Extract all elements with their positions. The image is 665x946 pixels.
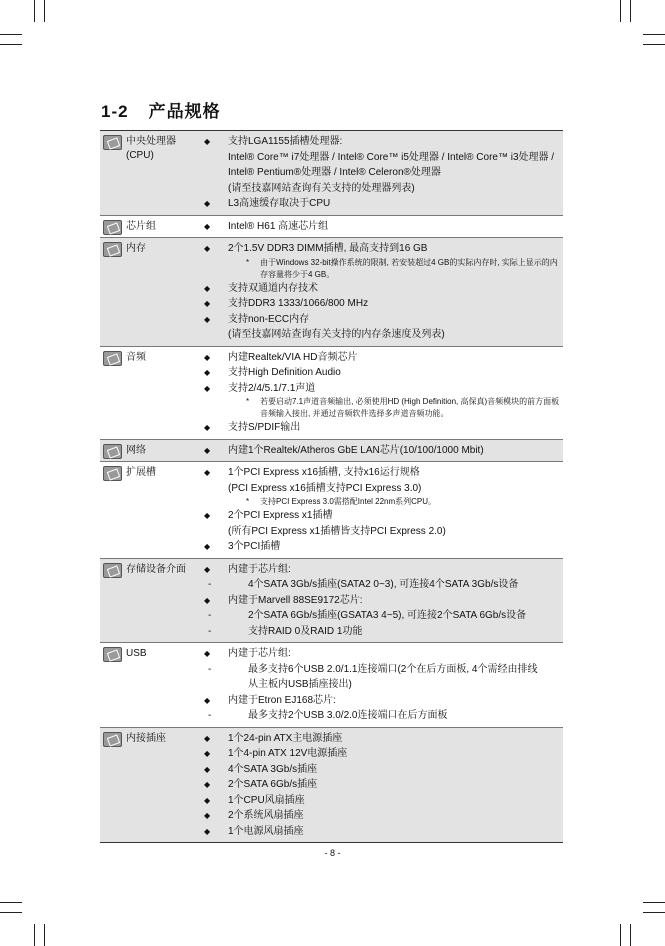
spec-items xyxy=(204,731,563,840)
spec-note xyxy=(204,396,563,420)
spec-bullet-item xyxy=(204,562,563,578)
bullet-icon: ◆ xyxy=(204,383,211,393)
spec-item-text: 1个24-pin ATX主电源插座 xyxy=(228,732,343,744)
spec-row xyxy=(100,131,563,216)
spec-sub-item xyxy=(204,608,563,624)
spec-category xyxy=(100,350,196,442)
spec-continuation xyxy=(204,150,563,166)
spec-item-text: 支持双通道内存技术 xyxy=(228,282,318,294)
bullet-icon: ◆ xyxy=(204,511,211,520)
spec-bullet-item xyxy=(204,731,563,747)
bullet-icon: ◆ xyxy=(204,137,211,146)
bullet-icon: ◆ xyxy=(204,423,211,432)
crop-mark xyxy=(630,0,631,22)
spec-category xyxy=(100,562,196,646)
spec-item-text: 2个系统风扇插座 xyxy=(228,810,304,821)
spec-note xyxy=(204,496,563,508)
spec-item-text: 支持DDR3 1333/1066/800 MHz xyxy=(228,298,369,309)
spec-item-text: 支持2/4/5.1/7.1声道 xyxy=(228,382,316,394)
spec-category xyxy=(100,731,196,846)
bullet-icon: ◆ xyxy=(204,244,211,253)
spec-items xyxy=(204,443,563,459)
spec-item-text: 内建于Marvell 88SE9172芯片: xyxy=(228,594,363,606)
spec-item-text: 内建于芯片组: xyxy=(228,648,291,659)
spec-items xyxy=(204,562,563,640)
spec-item-text: 内建Realtek/VIA HD音频芯片 xyxy=(228,351,358,363)
dash-marker: - xyxy=(208,710,212,721)
crop-mark xyxy=(643,902,665,903)
connector-icon xyxy=(103,732,122,747)
spec-item-text: (PCI Express x16插槽支持PCI Express 3.0) xyxy=(228,482,422,494)
note-asterisk: * xyxy=(246,497,250,506)
spec-row xyxy=(100,462,563,559)
spec-item-text: 2个SATA 6Gb/s插座(GSATA3 4~5), 可连接2个SATA 6Gb/s设备 xyxy=(248,610,527,621)
bullet-icon: ◆ xyxy=(204,826,211,836)
spec-item-text: 1个CPU风扇插座 xyxy=(228,794,305,806)
spec-item-text: Intel® Core™ i7处理器 / Intel® Core™ i5处理器 / Intel® Core™ i3处理器 / xyxy=(228,151,555,163)
spec-note xyxy=(204,257,563,281)
spec-item-text: 2个1.5V DDR3 DIMM插槽, 最高支持到16 GB xyxy=(228,243,428,254)
spec-category-label: 内接插座 xyxy=(126,732,166,744)
bullet-icon: ◆ xyxy=(204,445,211,455)
spec-category xyxy=(100,219,196,241)
bullet-icon: ◆ xyxy=(204,780,211,789)
memory-icon xyxy=(103,242,122,257)
storage-icon xyxy=(103,563,122,578)
spec-item-text: Intel® H61 高速芯片组 xyxy=(228,220,329,232)
spec-continuation xyxy=(204,181,563,197)
spec-row xyxy=(100,643,563,728)
note-asterisk: * xyxy=(246,397,250,406)
spec-bullet-item xyxy=(204,420,563,436)
spec-bullet-item xyxy=(204,593,563,609)
bullet-icon: ◆ xyxy=(204,764,211,774)
bullet-icon: ◆ xyxy=(204,811,211,820)
spec-item-text: 从主板内USB插座接出) xyxy=(248,679,352,690)
spec-item-text: 4个SATA 3Gb/s插座 xyxy=(228,763,318,775)
spec-item-text: 1个4-pin ATX 12V电源插座 xyxy=(228,748,348,759)
audio-icon xyxy=(103,351,122,366)
spec-bullet-item xyxy=(204,312,563,328)
spec-bullet-item xyxy=(204,508,563,524)
crop-mark xyxy=(44,924,45,946)
crop-mark xyxy=(0,902,22,903)
crop-mark xyxy=(0,44,22,45)
crop-mark xyxy=(620,924,621,946)
crop-mark xyxy=(0,912,22,913)
spec-item-text: 支持High Definition Audio xyxy=(228,367,341,378)
spec-item-text: 支持S/PDIF输出 xyxy=(228,422,301,433)
section-number: 1-2 xyxy=(101,102,129,121)
spec-sub-item xyxy=(204,708,563,724)
crop-mark xyxy=(34,924,35,946)
spec-category xyxy=(100,443,196,465)
spec-bullet-item xyxy=(204,777,563,793)
spec-category xyxy=(100,134,196,218)
spec-items xyxy=(204,134,563,212)
crop-mark xyxy=(620,0,621,22)
crop-mark xyxy=(643,44,665,45)
spec-bullet-item xyxy=(204,824,563,840)
spec-continuation xyxy=(204,524,563,540)
footer-divider xyxy=(100,842,563,843)
bullet-icon: ◆ xyxy=(204,299,211,308)
crop-mark xyxy=(643,912,665,913)
bullet-icon: ◆ xyxy=(204,564,211,574)
spec-row xyxy=(100,728,563,844)
spec-continuation xyxy=(204,481,563,497)
section-title: 产品规格 xyxy=(148,102,221,121)
spec-item-text: 内建于Etron EJ168芯片: xyxy=(228,694,336,706)
spec-bullet-item xyxy=(204,134,563,150)
spec-category-label: 内存 xyxy=(126,243,146,254)
spec-item-text: 最多支持6个USB 2.0/1.1连接端口(2个在后方面板, 4个需经由排线 xyxy=(248,663,538,675)
spec-item-text: L3高速缓存取决于CPU xyxy=(228,198,331,209)
spec-item-text: 支持PCI Express 3.0需搭配Intel 22nm系列CPU。 xyxy=(260,497,437,506)
expansion-slot-icon xyxy=(103,466,122,481)
crop-mark xyxy=(0,34,22,35)
bullet-icon: ◆ xyxy=(204,733,211,743)
section-heading xyxy=(101,97,221,122)
bullet-icon: ◆ xyxy=(204,695,211,705)
crop-mark xyxy=(44,0,45,22)
page-number: - 8 - xyxy=(324,848,341,858)
spec-item-text: 支持non-ECC内存 xyxy=(228,313,310,325)
spec-category-label: 音频 xyxy=(126,351,146,363)
dash-marker: - xyxy=(208,579,212,590)
bullet-icon: ◆ xyxy=(204,352,211,362)
spec-item-text: Intel® Pentium®处理器 / Intel® Celeron®处理器 xyxy=(228,167,441,178)
spec-bullet-item xyxy=(204,365,563,381)
dash-marker: - xyxy=(208,610,212,621)
spec-bullet-item xyxy=(204,793,563,809)
bullet-icon: ◆ xyxy=(204,795,211,805)
bullet-icon: ◆ xyxy=(204,749,211,758)
spec-item-text: 内建于芯片组: xyxy=(228,563,291,575)
spec-bullet-item xyxy=(204,443,563,459)
spec-table xyxy=(100,130,563,843)
cpu-icon xyxy=(103,135,122,150)
spec-items xyxy=(204,465,563,555)
spec-bullet-item xyxy=(204,762,563,778)
spec-items xyxy=(204,646,563,724)
bullet-icon: ◆ xyxy=(204,221,211,231)
spec-bullet-item xyxy=(204,381,563,397)
spec-category-label: USB xyxy=(126,648,147,659)
spec-category xyxy=(100,241,196,349)
spec-category-label: 中央处理器 (CPU) xyxy=(126,136,176,161)
chipset-icon xyxy=(103,220,122,235)
bullet-icon: ◆ xyxy=(204,595,211,605)
spec-bullet-item xyxy=(204,350,563,366)
crop-mark xyxy=(630,924,631,946)
spec-item-text: 支持RAID 0及RAID 1功能 xyxy=(248,625,363,637)
spec-row xyxy=(100,216,563,239)
spec-continuation xyxy=(204,165,563,181)
spec-item-text: 1个PCI Express x16插槽, 支持x16运行规格 xyxy=(228,467,420,478)
spec-item-text: 4个SATA 3Gb/s插座(SATA2 0~3), 可连接4个SATA 3Gb/s设备 xyxy=(248,579,519,590)
spec-continuation xyxy=(204,327,563,343)
spec-bullet-item xyxy=(204,808,563,824)
note-asterisk: * xyxy=(246,257,250,267)
spec-bullet-item xyxy=(204,281,563,297)
spec-item-text: 由于Windows 32-bit操作系统的限制, 若安装超过4 GB的实际内存时, 实际上显示的内存容量将少于4 GB。 xyxy=(260,257,558,279)
spec-category-label: 扩展槽 xyxy=(126,467,156,478)
bullet-icon: ◆ xyxy=(204,199,211,208)
spec-bullet-item xyxy=(204,196,563,212)
spec-row xyxy=(100,347,563,440)
spec-item-text: (请至技嘉网站查询有关支持的处理器列表) xyxy=(228,182,415,194)
dash-marker: - xyxy=(208,625,212,637)
spec-category-label: 网络 xyxy=(126,444,146,456)
spec-bullet-item xyxy=(204,746,563,762)
spec-item-text: 2个PCI Express x1插槽 xyxy=(228,510,333,521)
dash-marker: - xyxy=(208,663,212,675)
spec-category-label: 存储设备介面 xyxy=(126,563,186,575)
spec-bullet-item xyxy=(204,465,563,481)
spec-bullet-item xyxy=(204,693,563,709)
spec-bullet-item xyxy=(204,539,563,555)
bullet-icon: ◆ xyxy=(204,649,211,658)
spec-items xyxy=(204,219,563,235)
spec-bullet-item xyxy=(204,241,563,257)
bullet-icon: ◆ xyxy=(204,314,211,324)
spec-bullet-item xyxy=(204,219,563,235)
spec-item-text: 最多支持2个USB 3.0/2.0连接端口在后方面板 xyxy=(248,710,448,721)
spec-row xyxy=(100,238,563,347)
spec-item-text: 若要启动7.1声道音频输出, 必须使用HD (High Definition, 高保真)音频模块的前方面板音频输入接出, 并通过音频软件选择多声道音频功能。 xyxy=(260,397,560,418)
crop-mark xyxy=(34,0,35,22)
spec-item-text: 1个电源风扇插座 xyxy=(228,825,304,837)
spec-row xyxy=(100,559,563,644)
spec-bullet-item xyxy=(204,646,563,662)
spec-sub-continuation xyxy=(204,677,563,693)
bullet-icon: ◆ xyxy=(204,542,211,551)
spec-row xyxy=(100,440,563,463)
spec-item-text: 3个PCI插槽 xyxy=(228,541,281,552)
bullet-icon: ◆ xyxy=(204,468,211,477)
lan-icon xyxy=(103,444,122,459)
crop-mark xyxy=(643,34,665,35)
spec-bullet-item xyxy=(204,296,563,312)
spec-category xyxy=(100,465,196,561)
bullet-icon: ◆ xyxy=(204,368,211,377)
spec-category xyxy=(100,646,196,730)
spec-items xyxy=(204,241,563,343)
spec-sub-item xyxy=(204,662,563,678)
spec-item-text: 2个SATA 6Gb/s插座 xyxy=(228,779,318,790)
spec-item-text: 内建1个Realtek/Atheros GbE LAN芯片(10/100/1000 Mbit) xyxy=(228,444,484,456)
spec-sub-item xyxy=(204,577,563,593)
spec-item-text: 支持LGA1155插槽处理器: xyxy=(228,136,343,147)
usb-icon xyxy=(103,647,122,662)
spec-category-label: 芯片组 xyxy=(126,220,156,232)
bullet-icon: ◆ xyxy=(204,283,211,293)
spec-items xyxy=(204,350,563,436)
spec-sub-item xyxy=(204,624,563,640)
spec-item-text: (请至技嘉网站查询有关支持的内存条速度及列表) xyxy=(228,329,445,340)
spec-item-text: (所有PCI Express x1插槽皆支持PCI Express 2.0) xyxy=(228,525,446,537)
